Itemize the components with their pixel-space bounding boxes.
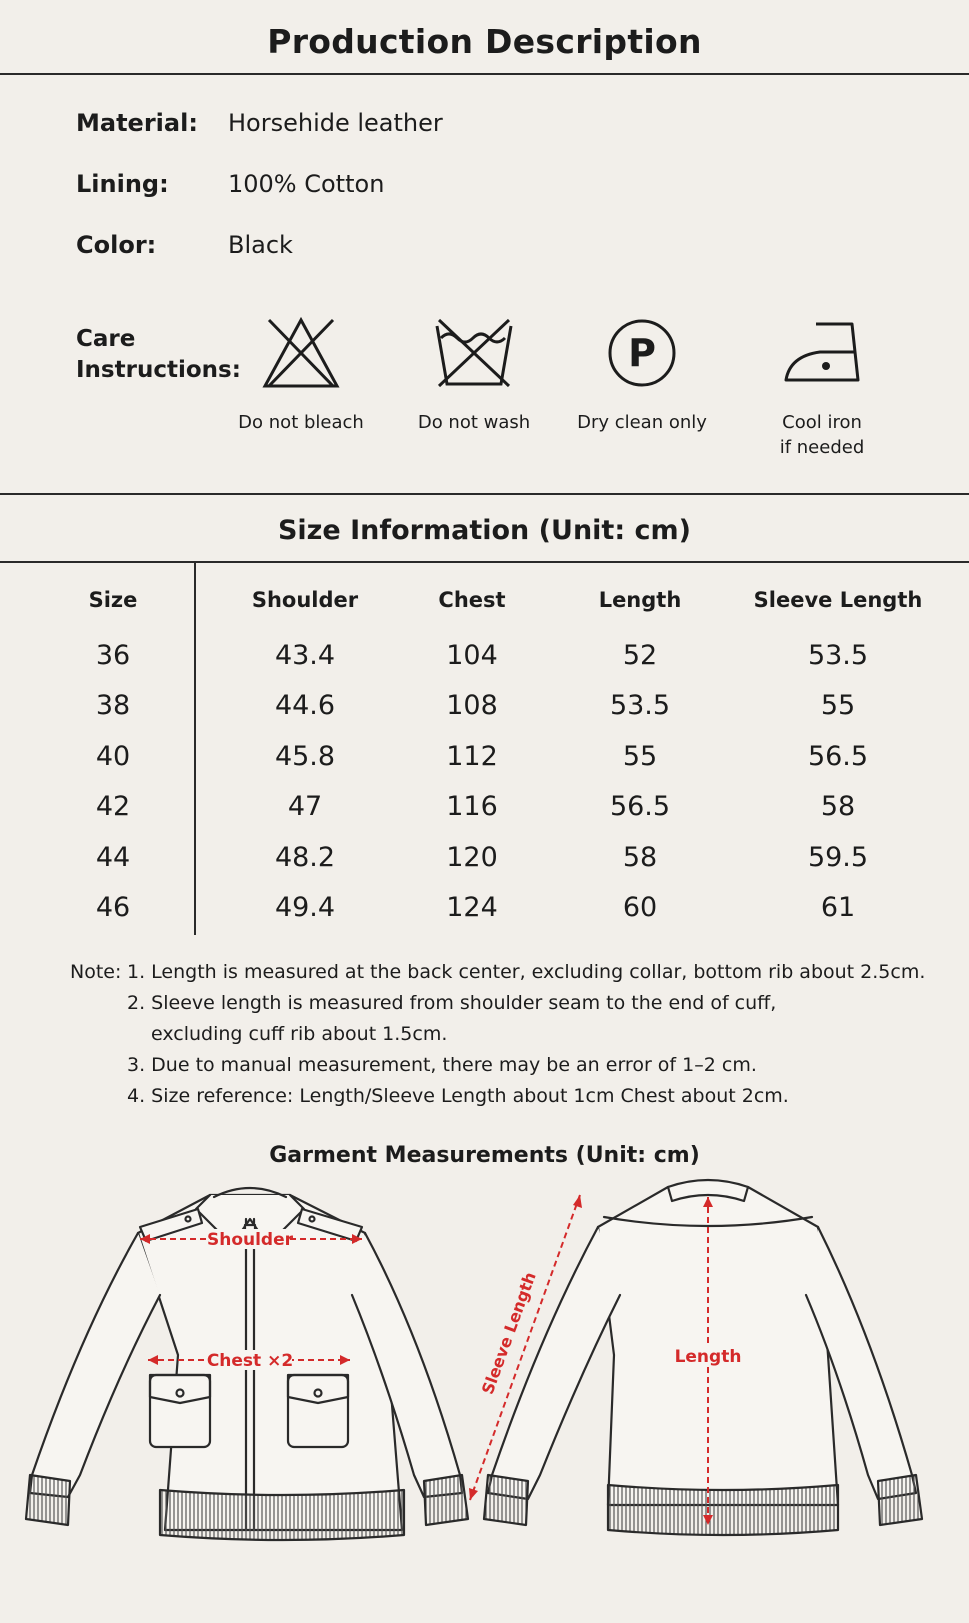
table-cell: 36 <box>95 640 131 671</box>
divider <box>0 493 969 495</box>
shoulder-label: Shoulder <box>206 1230 294 1250</box>
table-cell: 42 <box>95 791 131 823</box>
care-label: Care Instructions: <box>76 326 241 383</box>
table-cell: 43.4 <box>274 640 336 671</box>
dry-clean-symbol: P <box>628 331 656 375</box>
lining-value: 100% Cotton <box>228 170 385 198</box>
table-cell: 59.5 <box>807 841 869 873</box>
column-header-shoulder: Shoulder <box>251 588 359 612</box>
care-caption: Do not wash <box>417 412 531 433</box>
table-cell: 112 <box>446 740 498 772</box>
table-cell: 120 <box>446 841 498 873</box>
table-cell: 116 <box>446 791 498 823</box>
divider <box>0 73 969 75</box>
care-caption: Dry clean only <box>577 412 707 433</box>
table-cell: 53.5 <box>609 690 671 722</box>
chest-label: Chest ×2 <box>206 1351 294 1371</box>
care-caption: if needed <box>779 437 865 458</box>
column-header-sleeve-length: Sleeve Length <box>753 588 923 612</box>
table-cell: 48.2 <box>274 841 336 873</box>
table-cell: 47 <box>287 791 323 823</box>
garment-title: Garment Measurements (Unit: cm) <box>269 1143 700 1168</box>
table-cell: 40 <box>95 740 131 772</box>
material-label: Material: <box>76 109 198 137</box>
table-cell: 55 <box>820 690 856 722</box>
sleeve-label: Sleeve Length <box>477 1269 540 1397</box>
care-item-cool-iron <box>737 316 907 460</box>
notes-prefix: Note: <box>70 961 122 983</box>
table-cell: 56.5 <box>807 740 869 772</box>
table-cell: 38 <box>95 690 131 722</box>
note-line: 3. Due to manual measurement, there may be an error of 1–2 cm. <box>127 1054 757 1076</box>
table-cell: 46 <box>95 892 131 923</box>
note-line: 1. Length is measured at the back center, excluding collar, bottom rib about 2.5cm. <box>127 961 926 983</box>
note-line: 2. Sleeve length is measured from shoulder seam to the end of cuff, <box>127 992 777 1014</box>
no-wash-icon <box>433 316 515 390</box>
column-header-chest: Chest <box>438 588 506 612</box>
iron-icon <box>782 316 862 390</box>
table-cell: 60 <box>622 892 658 923</box>
table-divider <box>194 562 196 935</box>
table-cell: 124 <box>446 892 498 923</box>
color-value: Black <box>228 231 293 259</box>
table-cell: 58 <box>820 791 856 823</box>
table-cell: 53.5 <box>807 640 869 671</box>
table-cell: 58 <box>622 841 658 873</box>
table-cell: 104 <box>446 640 498 671</box>
care-item-no-bleach <box>216 316 386 435</box>
garment-diagram <box>0 1175 969 1565</box>
care-caption: Cool iron <box>782 412 862 433</box>
care-caption: Do not bleach <box>238 412 364 433</box>
dry-clean-icon <box>604 316 680 390</box>
note-line: 4. Size reference: Length/Sleeve Length about 1cm Chest about 2cm. <box>127 1085 789 1107</box>
size-info-title: Size Information (Unit: cm) <box>277 515 691 546</box>
note-line: excluding cuff rib about 1.5cm. <box>151 1023 448 1045</box>
table-cell: 55 <box>622 740 658 772</box>
table-cell: 108 <box>446 690 498 722</box>
table-cell: 61 <box>820 892 856 923</box>
table-cell: 44 <box>95 841 131 873</box>
column-header-length: Length <box>598 588 682 612</box>
length-label: Length <box>674 1347 742 1367</box>
no-bleach-icon <box>261 316 341 390</box>
production-title: Production Description <box>267 22 702 61</box>
column-header-size: Size <box>88 588 138 612</box>
lining-label: Lining: <box>76 170 169 198</box>
color-label: Color: <box>76 231 157 259</box>
table-cell: 45.8 <box>274 740 336 772</box>
care-item-dry-clean <box>557 316 727 435</box>
table-cell: 52 <box>622 640 658 671</box>
table-cell: 56.5 <box>609 791 671 823</box>
table-cell: 49.4 <box>274 892 336 923</box>
material-value: Horsehide leather <box>228 109 443 137</box>
table-cell: 44.6 <box>274 690 336 722</box>
care-item-no-wash <box>389 316 559 435</box>
divider <box>0 561 969 563</box>
